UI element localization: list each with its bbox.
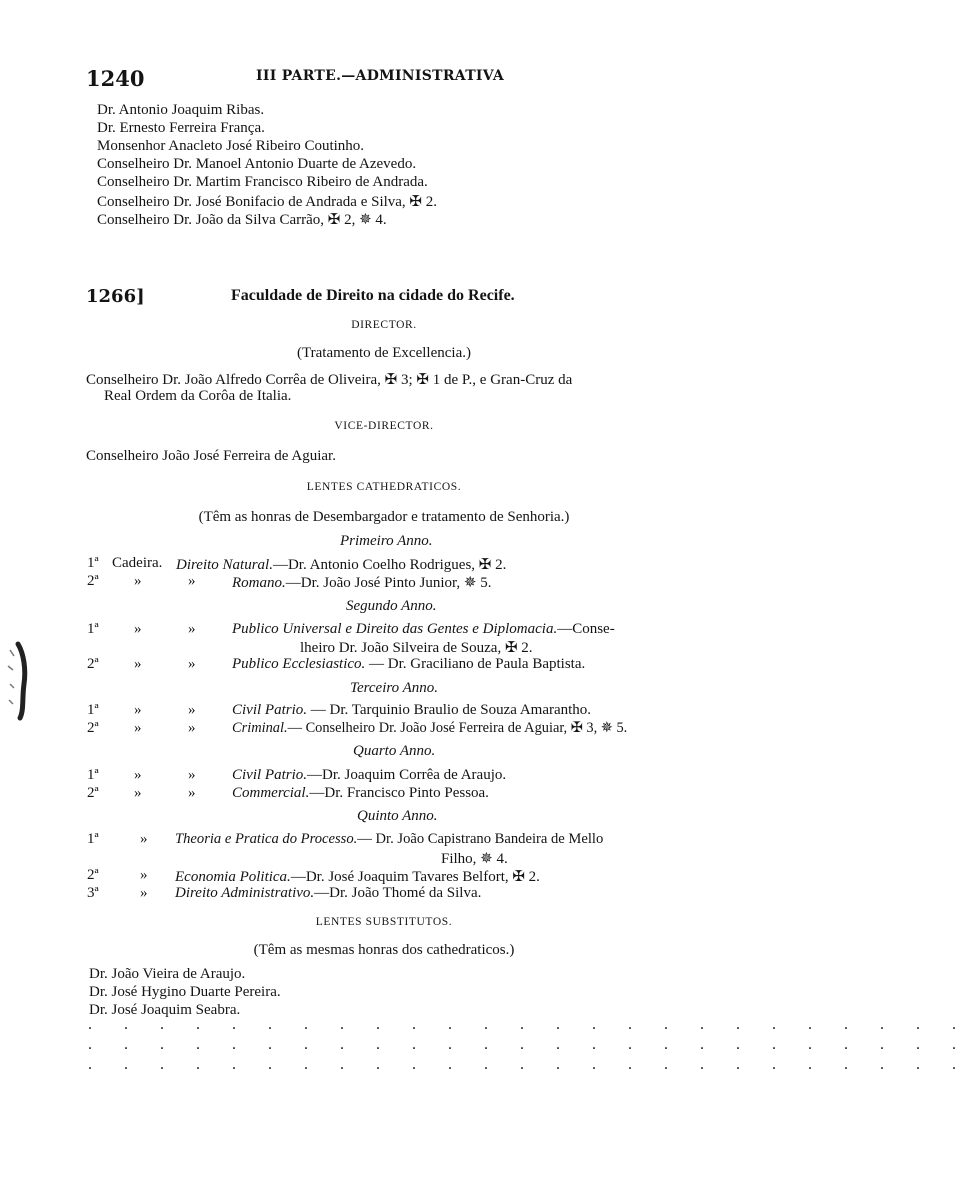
substitute-name: Dr. José Hygino Duarte Pereira. bbox=[89, 984, 281, 1000]
leader-dots: . . . . . . . . . . . . . . . . . . . . . . . . . bbox=[88, 1016, 970, 1033]
chair-ordinal: 1ª bbox=[87, 702, 99, 718]
chair-subject: Commercial. bbox=[232, 785, 310, 801]
table-row bbox=[232, 785, 489, 802]
chair-holder: —Dr. Antonio Coelho Rodrigues, ✠ 2. bbox=[272, 557, 507, 573]
list-item: Monsenhor Anacleto José Ribeiro Coutinho. bbox=[97, 138, 365, 154]
year-heading: Primeiro Anno. bbox=[340, 533, 433, 549]
chair-subject: Direito Natural. bbox=[176, 557, 273, 573]
table-row bbox=[232, 573, 491, 592]
chair-ordinal: 2ª bbox=[87, 867, 99, 883]
section-title: Faculdade de Direito na cidade do Recife. bbox=[231, 287, 515, 304]
year-heading: Quarto Anno. bbox=[353, 743, 436, 759]
list-item: Conselheiro Dr. João da Silva Carrão, ✠ 2, ✵ 4. bbox=[97, 212, 387, 228]
ditto-mark: » bbox=[134, 720, 142, 736]
ditto-mark: » bbox=[188, 573, 196, 589]
chair-holder: —Dr. João Thomé da Silva. bbox=[314, 885, 482, 901]
section-number: 1266] bbox=[86, 286, 145, 307]
chair-ordinal: 2ª bbox=[87, 656, 99, 672]
chair-holder: —Dr. João José Pinto Junior, ✵ 5. bbox=[285, 575, 492, 591]
chair-holder: —Dr. José Joaquim Tavares Belfort, ✠ 2. bbox=[290, 869, 540, 885]
table-row bbox=[232, 702, 591, 719]
table-row bbox=[175, 867, 540, 886]
director-line-1: Conselheiro Dr. João Alfredo Corrêa de Oliveira, ✠ 3; ✠ 1 de P., e Gran-Cruz da bbox=[86, 372, 573, 388]
year-heading: Terceiro Anno. bbox=[350, 680, 439, 696]
chair-ordinal: 1ª bbox=[87, 621, 99, 637]
substitutes-treatment: (Têm as mesmas honras dos cathedraticos.) bbox=[253, 942, 515, 958]
vice-director-heading: VICE-DIRECTOR. bbox=[334, 420, 434, 432]
chair-holder: —Dr. Francisco Pinto Pessoa. bbox=[309, 785, 489, 801]
chair-holder: —Dr. Joaquim Corrêa de Araujo. bbox=[307, 767, 507, 783]
ditto-mark: » bbox=[134, 656, 142, 672]
chair-ordinal: 2ª bbox=[87, 573, 99, 589]
list-item: Conselheiro Dr. José Bonifacio de Andrada e Silva, ✠ 2. bbox=[97, 194, 438, 210]
chair-subject: Theoria e Pratica do Processo. bbox=[175, 831, 358, 847]
table-row bbox=[175, 885, 481, 902]
table-row bbox=[232, 621, 615, 638]
substitute-name: Dr. José Joaquim Seabra. bbox=[89, 1002, 241, 1018]
running-title: III PARTE.—ADMINISTRATIVA bbox=[256, 68, 505, 84]
chair-holder: — Dr. João Capistrano Bandeira de Mello bbox=[357, 831, 604, 847]
margin-scan-mark bbox=[4, 640, 30, 720]
chair-holder: — Dr. Graciliano de Paula Baptista. bbox=[365, 656, 586, 672]
chair-ordinal: 3ª bbox=[87, 885, 99, 901]
chair-holder-continued: Filho, ✵ 4. bbox=[441, 851, 508, 867]
list-item: Conselheiro Dr. Manoel Antonio Duarte de Azevedo. bbox=[97, 156, 417, 172]
chair-holder: —Conse- bbox=[557, 621, 615, 637]
list-item: Conselheiro Dr. Martim Francisco Ribeiro de Andrada. bbox=[97, 174, 428, 190]
chair-label: Cadeira. bbox=[112, 555, 163, 571]
chair-holder-continued: lheiro Dr. João Silveira de Souza, ✠ 2. bbox=[300, 640, 533, 656]
chair-holder: — Conselheiro Dr. João José Ferreira de Aguiar, ✠ 3, ✵ 5. bbox=[287, 720, 628, 736]
table-row bbox=[232, 767, 506, 784]
cathedraticos-heading: LENTES CATHEDRATICOS. bbox=[306, 481, 462, 493]
ditto-mark: » bbox=[188, 720, 196, 736]
director-line-2: Real Ordem da Corôa de Italia. bbox=[104, 388, 292, 404]
table-row bbox=[232, 720, 627, 737]
director-heading: DIRECTOR. bbox=[351, 319, 417, 331]
chair-subject: Publico Universal e Direito das Gentes e Diplomacia. bbox=[232, 621, 558, 637]
ditto-mark: » bbox=[188, 785, 196, 801]
chair-ordinal: 2ª bbox=[87, 785, 99, 801]
list-item: Dr. Ernesto Ferreira França. bbox=[97, 120, 265, 136]
table-row bbox=[175, 831, 603, 848]
table-row bbox=[232, 656, 585, 673]
ditto-mark: » bbox=[134, 785, 142, 801]
ditto-mark: » bbox=[140, 867, 148, 883]
ditto-mark: » bbox=[188, 702, 196, 718]
ditto-mark: » bbox=[134, 621, 142, 637]
chair-subject: Economia Politica. bbox=[175, 869, 291, 885]
chair-subject: Civil Patrio. bbox=[232, 702, 307, 718]
ditto-mark: » bbox=[188, 767, 196, 783]
chair-ordinal: 1ª bbox=[87, 767, 99, 783]
list-item: Dr. Antonio Joaquim Ribas. bbox=[97, 102, 265, 118]
page-number: 1240 bbox=[86, 66, 145, 91]
chair-subject: Civil Patrio. bbox=[232, 767, 307, 783]
chair-ordinal: 2ª bbox=[87, 720, 99, 736]
chair-subject: Publico Ecclesiastico. bbox=[232, 656, 366, 672]
ditto-mark: » bbox=[134, 573, 142, 589]
leader-dots: . . . . . . . . . . . . . . . . . . . . . . . . . bbox=[88, 1056, 970, 1073]
ditto-mark: » bbox=[140, 831, 148, 847]
chair-subject: Criminal. bbox=[232, 720, 288, 736]
chair-subject: Romano. bbox=[232, 575, 286, 591]
cathedraticos-treatment: (Têm as honras de Desembargador e tratamento de Senhoria.) bbox=[198, 509, 570, 525]
leader-dots: . . . . . . . . . . . . . . . . . . . . . . . . . bbox=[88, 1036, 970, 1053]
ditto-mark: » bbox=[188, 621, 196, 637]
chair-ordinal: 1ª bbox=[87, 555, 99, 571]
year-heading: Quinto Anno. bbox=[357, 808, 438, 824]
chair-holder: — Dr. Tarquinio Braulio de Souza Amaranthо. bbox=[307, 702, 592, 718]
substitutes-heading: LENTES SUBSTITUTOS. bbox=[315, 916, 453, 928]
chair-ordinal: 1ª bbox=[87, 831, 99, 847]
vice-director-name: Conselheiro João José Ferreira de Aguiar. bbox=[86, 448, 336, 464]
director-treatment: (Tratamento de Excellencia.) bbox=[297, 345, 471, 361]
ditto-mark: » bbox=[134, 702, 142, 718]
substitute-name: Dr. João Vieira de Araujo. bbox=[89, 966, 246, 982]
ditto-mark: » bbox=[134, 767, 142, 783]
year-heading: Segundo Anno. bbox=[346, 598, 437, 614]
chair-subject: Direito Administrativo. bbox=[175, 885, 315, 901]
table-row bbox=[176, 555, 506, 574]
ditto-mark: » bbox=[140, 885, 148, 901]
ditto-mark: » bbox=[188, 656, 196, 672]
